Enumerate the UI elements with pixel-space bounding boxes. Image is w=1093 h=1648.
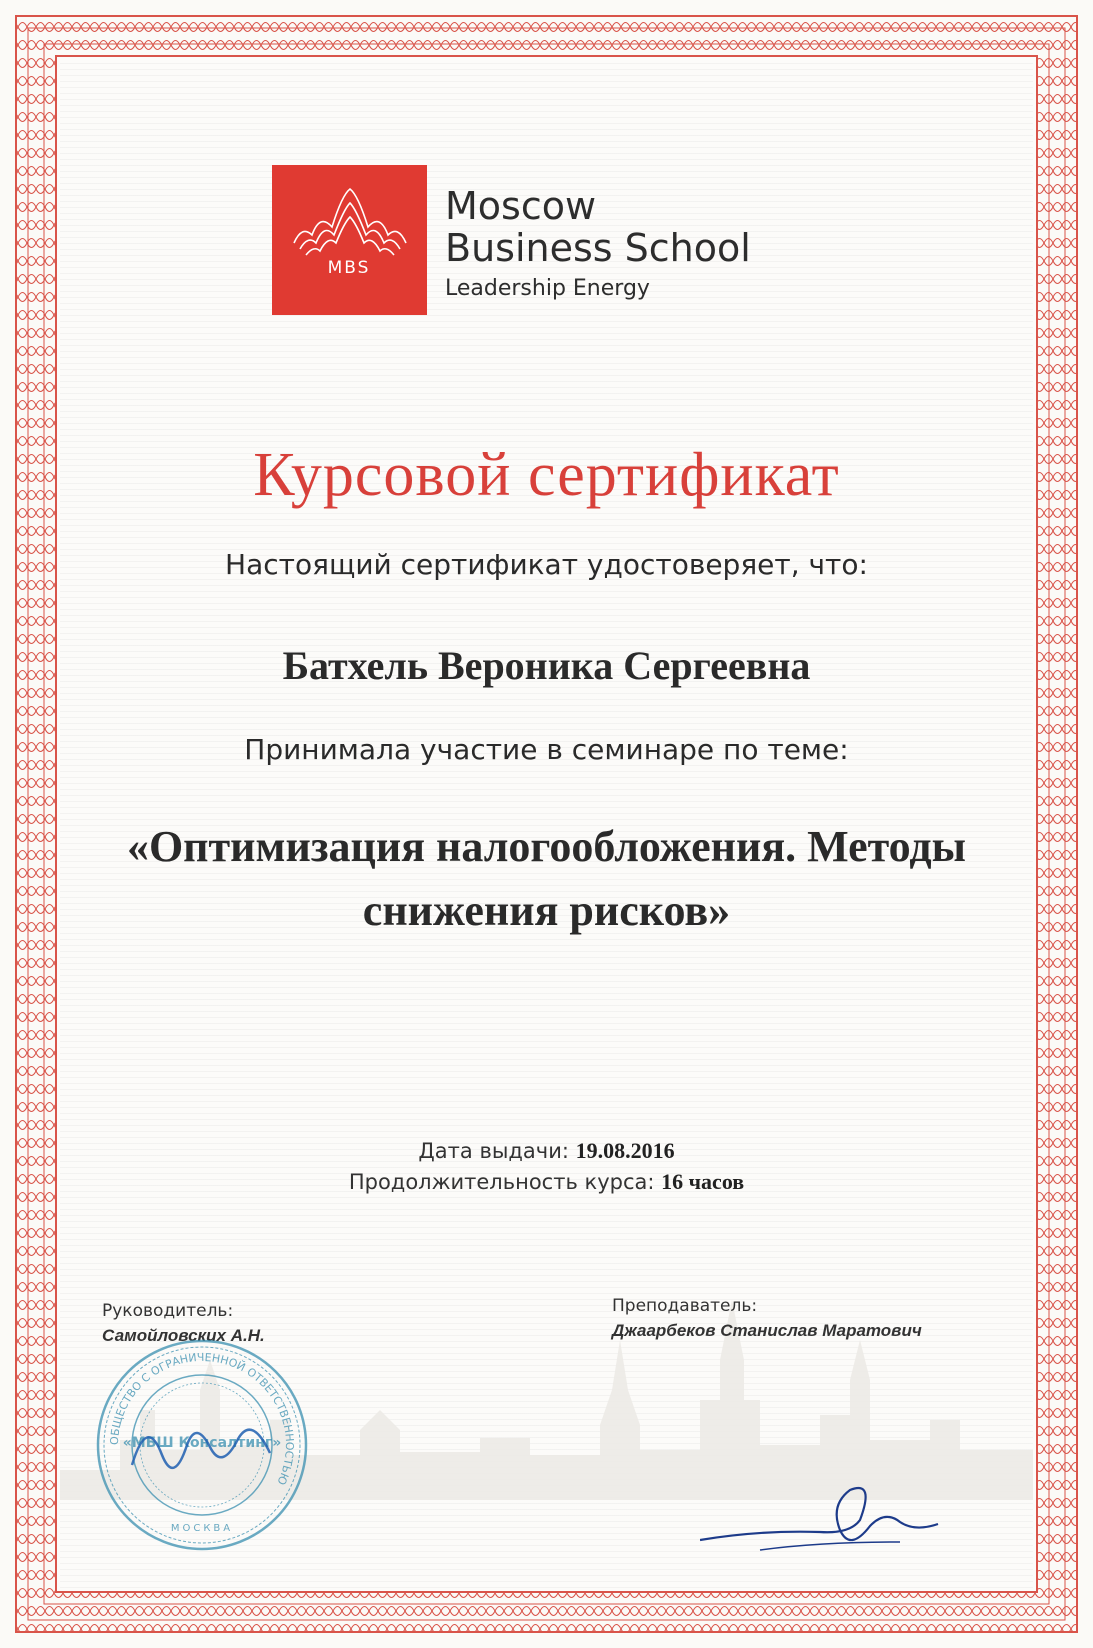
teacher-label: Преподаватель:: [612, 1296, 758, 1316]
brand-name: [445, 185, 751, 303]
issue-date-label: Дата выдачи:: [418, 1139, 569, 1163]
recipient-name: Батхель Вероника Сергеевна: [282, 643, 811, 688]
course-duration: [0, 1169, 1093, 1195]
logo-mark-text: MBS: [327, 258, 371, 278]
teacher-signature: [700, 1460, 940, 1570]
brand-line2: Business School: [445, 226, 751, 270]
seminar-topic-line2: снижения рисков»: [362, 886, 731, 935]
head-label: Руководитель:: [102, 1301, 234, 1321]
issue-date: [0, 1138, 1093, 1164]
seminar-topic-line1: «Оптимизация налогообложения. Методы: [126, 822, 967, 871]
course-duration-label: Продолжительность курса:: [348, 1170, 655, 1194]
crown-peaks-icon: [272, 165, 427, 315]
mbs-logo: [272, 165, 427, 315]
issue-date-value: 19.08.2016: [575, 1138, 675, 1163]
brand-line1: Moscow: [445, 184, 597, 228]
stamp-center-text: «МБШ Консалтинг»: [122, 1435, 282, 1451]
official-stamp: [92, 1335, 312, 1555]
certificate-intro: Настоящий сертификат удостоверяет, что:: [225, 548, 868, 581]
certificate-title: Курсовой сертификат: [253, 441, 840, 509]
teacher-name: Джаарбеков Станислав Маратович: [612, 1321, 922, 1340]
brand-tagline: Leadership Energy: [445, 276, 650, 301]
stamp-city-text: МОСКВА: [170, 1523, 234, 1534]
participation-text: Принимала участие в семинаре по теме:: [244, 733, 849, 766]
seminar-topic: [60, 815, 1033, 943]
course-duration-value: 16 часов: [661, 1169, 745, 1194]
stamp-ring-text: ОБЩЕСТВО С ОГРАНИЧЕННОЙ ОТВЕТСТВЕННОСТЬЮ: [107, 1350, 297, 1487]
head-name: Самойловских А.Н.: [102, 1326, 265, 1345]
